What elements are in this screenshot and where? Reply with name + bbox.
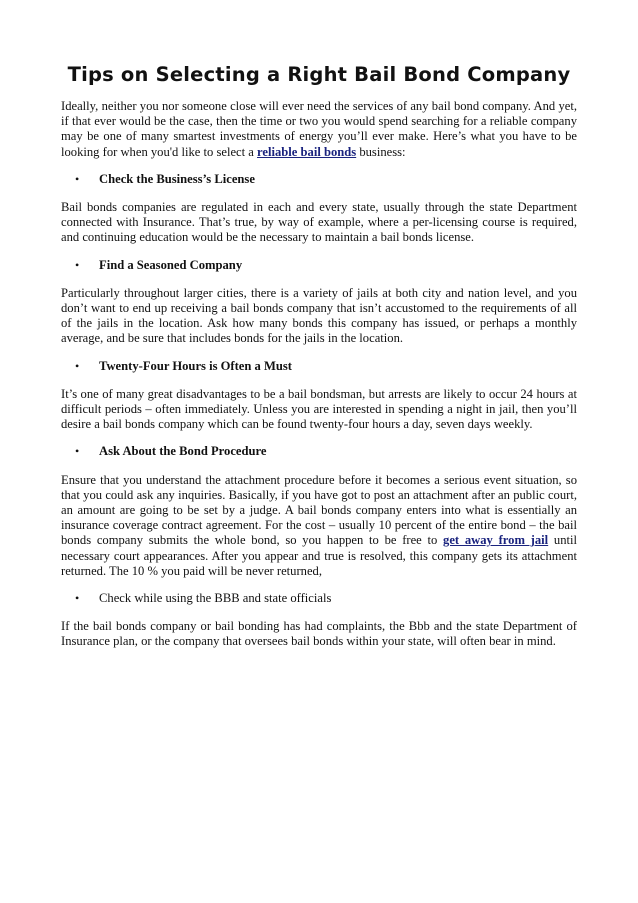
heading-text: Ask About the Bond Procedure (99, 444, 267, 459)
heading-text: Twenty-Four Hours is Often a Must (99, 358, 292, 373)
section-heading-24-hours (61, 359, 577, 374)
reliable-bail-bonds-link[interactable]: reliable bail bonds (257, 144, 357, 159)
section-body-bbb: If the bail bonds company or bail bonding has had complaints, the Bbb and the state Department of Insurance plan, or the company that oversees bail bonds within your state, will often bear in mind. (61, 619, 577, 649)
bullet-icon: • (75, 591, 80, 606)
intro-paragraph (61, 99, 577, 160)
heading-text: Check while using the BBB and state officials (99, 591, 332, 606)
section-heading-bond-procedure (61, 444, 577, 459)
section-heading-seasoned (61, 258, 577, 273)
body-text-end: until necessary court appearances. After you appear and true is resolved, this company gets its attachment returned. The 10 % you paid will be never returned, (61, 533, 578, 578)
heading-text: Check the Business’s License (99, 171, 255, 186)
intro-text-end: business: (356, 144, 406, 159)
section-heading-license (61, 172, 577, 187)
bullet-icon: • (75, 444, 80, 459)
section-heading-bbb (61, 591, 577, 606)
bullet-icon: • (75, 257, 80, 272)
body-text: Ensure that you understand the attachment procedure before it becomes a serious event situation, so that you could ask any inquiries. Basically, if you have got to post an attachment after an public court, an amount are going to be set by a judge. A bail bonds company enters into what is essentially an insurance coverage contract agreement. For the cost – usually 10 percent of the entire bond – the bail bonds company submits the whole bond, so you happen to be free to (61, 472, 577, 548)
section-body-license: Bail bonds companies are regulated in each and every state, usually through the state Department connected with Insurance. That’s true, by way of example, where a per-licensing course is required, and continuing education would be the necessary to maintain a bail bonds license. (61, 200, 577, 245)
document-title: Tips on Selecting a Right Bail Bond Company (67, 63, 571, 86)
heading-text: Find a Seasoned Company (99, 257, 243, 272)
bullet-icon: • (75, 358, 80, 373)
get-away-from-jail-link[interactable]: get away from jail (443, 533, 549, 548)
bullet-icon: • (75, 171, 80, 186)
section-body-bond-procedure (61, 473, 577, 579)
intro-text: Ideally, neither you nor someone close will ever need the services of any bail bond company. And yet, if that ever would be the case, then the time or two you would spend searching for a reliable company may be one of many smartest investments of energy you’ll ever make. Here’s what you have to be looking for when you'd like to select a (61, 99, 577, 159)
section-body-seasoned: Particularly throughout larger cities, there is a variety of jails at both city and nation level, and you don’t want to end up receiving a bail bonds company that isn’t accustomed to the requirements of all of the jails in the location. Ask how many bonds this company has issued, or perhaps a monthly average, and be sure that includes bonds for the jails in the location. (61, 285, 577, 346)
document-page (61, 62, 577, 650)
section-body-24-hours: It’s one of many great disadvantages to be a bail bondsman, but arrests are likely to occur 24 hours at difficult periods – often immediately. Unless you are interested in spending a night in jail, then you’ll desire a bail bonds company which can be found twenty-four hours a day, seven days weekly. (61, 386, 577, 432)
